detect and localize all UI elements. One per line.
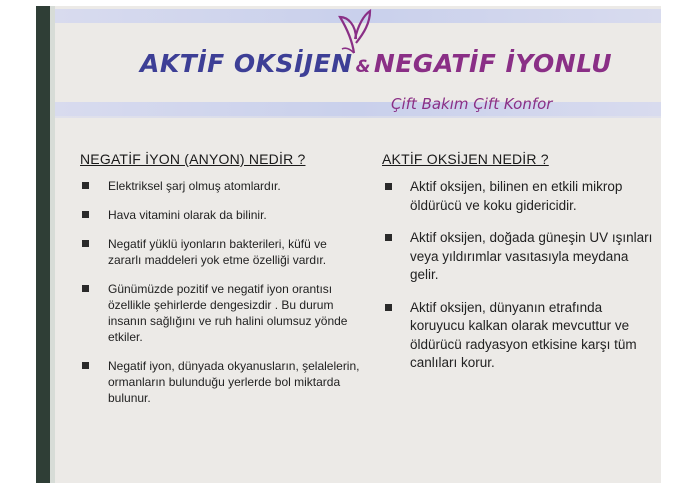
page-title	[140, 49, 613, 78]
list-item-text: Günümüzde pozitif ve negatif iyon orantısı özellikle şehirlerde dengesizdir . Bu durum insanın sağlığını ve ruh halini olumsuz yönde etkiler.	[108, 282, 348, 344]
square-bullet-icon	[385, 234, 392, 241]
list-item-text: Hava vitamini olarak da bilinir.	[108, 208, 267, 222]
square-bullet-icon	[385, 304, 392, 311]
list-item	[80, 178, 360, 194]
left-column-heading: NEGATİF İYON (ANYON) NEDİR ?	[80, 151, 306, 167]
sidebar-stripe-dark	[36, 6, 50, 483]
square-bullet-icon	[82, 211, 89, 218]
title-part-negatif-iyonlu: NEGATİF İYONLU	[373, 49, 613, 78]
list-item	[382, 178, 657, 215]
list-item	[80, 236, 360, 268]
header-band-faint	[55, 114, 661, 118]
square-bullet-icon	[82, 182, 89, 189]
square-bullet-icon	[385, 183, 392, 190]
square-bullet-icon	[82, 362, 89, 369]
list-item	[80, 281, 360, 345]
list-item	[382, 299, 657, 373]
list-item	[80, 358, 360, 406]
left-bullet-list	[80, 178, 360, 406]
right-column	[382, 151, 657, 387]
right-column-heading: AKTİF OKSİJEN NEDİR ?	[382, 151, 549, 167]
slide	[36, 6, 661, 483]
list-item	[80, 207, 360, 223]
list-item	[382, 229, 657, 285]
left-column	[80, 151, 360, 419]
title-part-aktif-oksijen: AKTİF OKSİJEN	[140, 49, 353, 78]
title-ampersand: &	[355, 57, 371, 77]
subtitle: Çift Bakım Çift Konfor	[391, 95, 553, 113]
list-item-text: Aktif oksijen, dünyanın etrafında koruyucu kalkan olarak mevcuttur ve öldürücü radyasyon etkisine karşı tüm canlıları korur.	[410, 299, 637, 370]
list-item-text: Aktif oksijen, bilinen en etkili mikrop öldürücü ve koku gidericidir.	[410, 179, 623, 213]
list-item-text: Aktif oksijen, doğada güneşin UV ışınları veya yıldırımlar vasıtasıyla meydana gelir.	[410, 230, 653, 282]
square-bullet-icon	[82, 285, 89, 292]
right-bullet-list	[382, 178, 657, 373]
sidebar-stripe-light	[50, 6, 55, 483]
list-item-text: Elektriksel şarj olmuş atomlardır.	[108, 179, 281, 193]
list-item-text: Negatif yüklü iyonların bakterileri, küfü ve zararlı maddeleri yok etme özelliği vardır.	[108, 237, 327, 267]
list-item-text: Negatif iyon, dünyada okyanusların, şelalelerin, ormanların bulunduğu yerlerde bol miktarda bulunur.	[108, 359, 360, 405]
square-bullet-icon	[82, 240, 89, 247]
